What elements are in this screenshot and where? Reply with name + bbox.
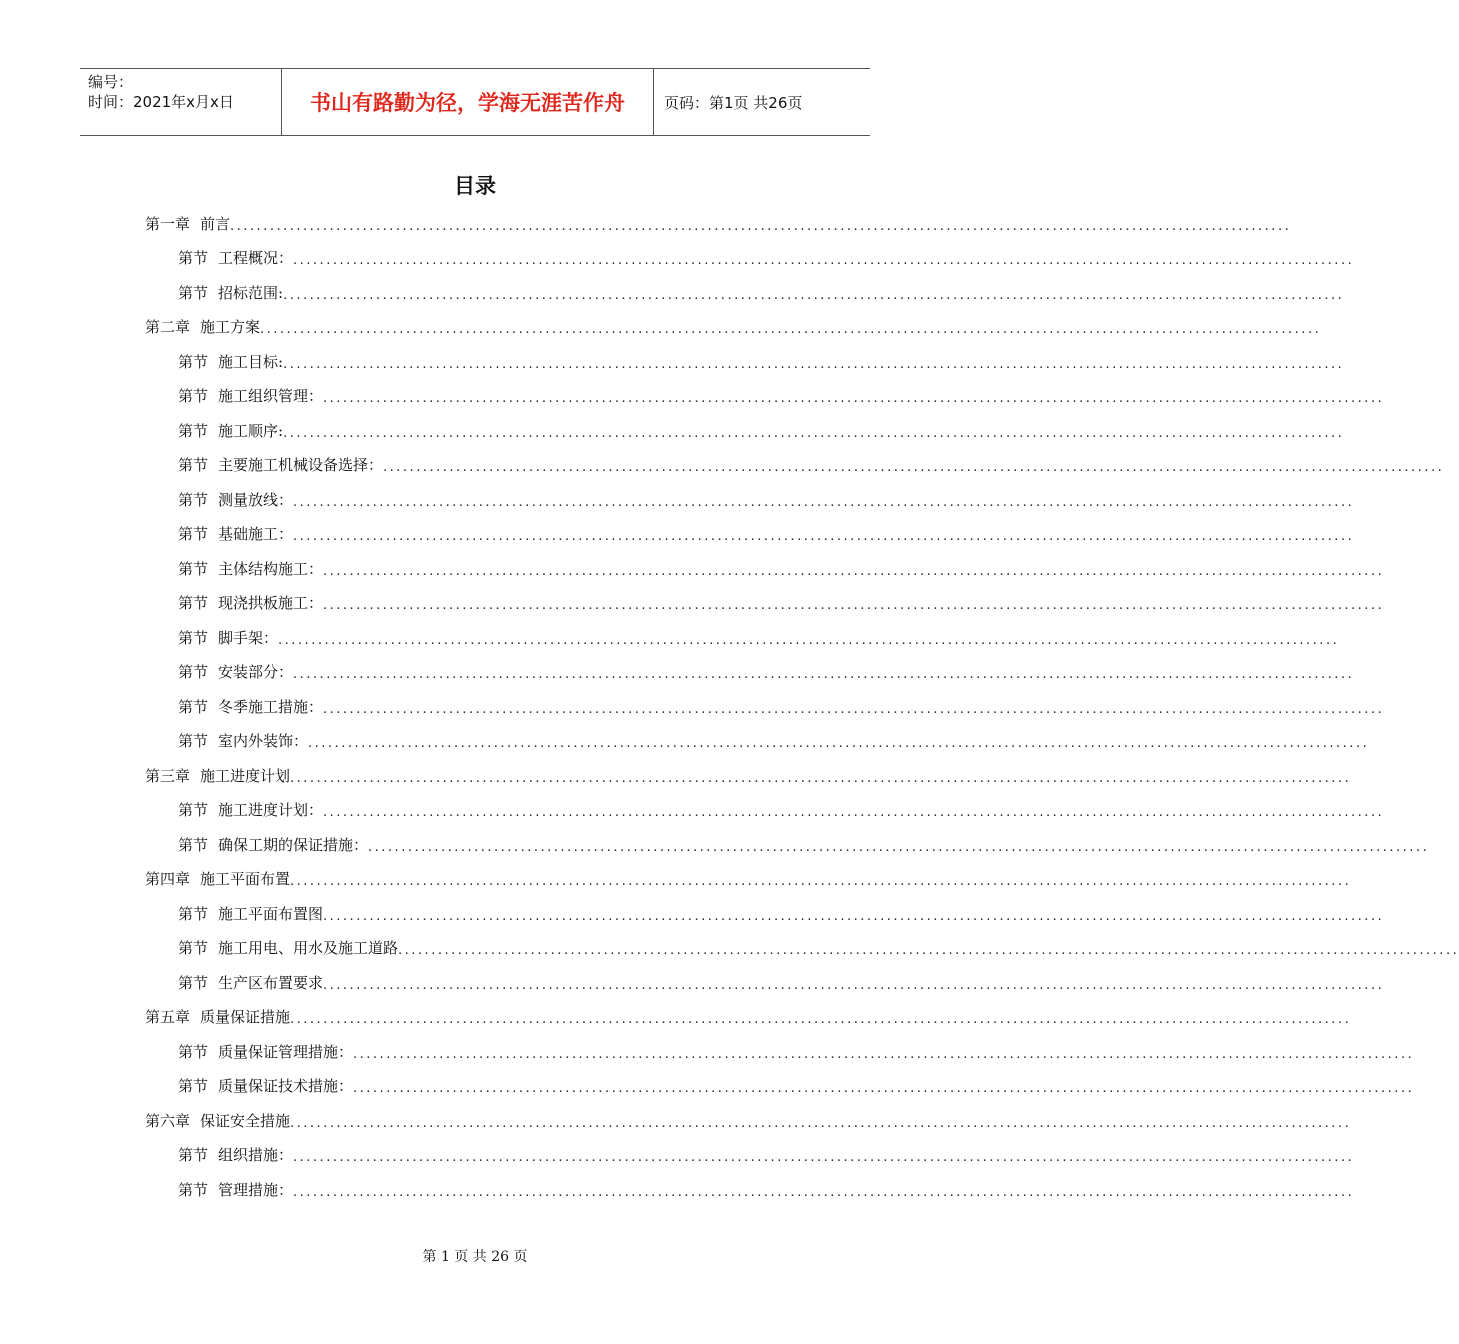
toc-entry-text: 施工进度计划： xyxy=(218,801,324,819)
toc-entry-prefix: 第节 xyxy=(178,490,209,509)
toc-entry-prefix: 第节 xyxy=(178,904,209,923)
toc-entry-prefix: 第节 xyxy=(178,835,209,854)
page-header xyxy=(80,68,870,136)
toc-section-entry[interactable] xyxy=(145,965,1385,1000)
toc-entry-text: 现浇拱板施工： xyxy=(218,594,324,612)
toc-entry-prefix: 第节 xyxy=(178,663,209,681)
toc-entry-text: 招标范围: xyxy=(218,283,284,302)
table-of-contents xyxy=(145,206,1459,1207)
toc-entry-text: 保证安全措施 xyxy=(200,1111,291,1130)
toc-entry-text: 管理措施： xyxy=(218,1180,294,1199)
toc-entry-label xyxy=(178,696,323,717)
toc-section-entry[interactable] xyxy=(145,896,1385,931)
toc-dot-leader: ................................................................................................................................................................ xyxy=(283,356,1345,372)
toc-chapter-entry[interactable] xyxy=(145,758,1352,793)
toc-entry-prefix: 第节 xyxy=(178,249,209,267)
toc-dot-leader: ................................................................................................................................................................ xyxy=(278,632,1340,648)
toc-dot-leader: ................................................................................................................................................................ xyxy=(230,218,1292,234)
toc-entry-label xyxy=(178,1041,353,1062)
toc-dot-leader: ................................................................................................................................................................ xyxy=(283,287,1345,303)
toc-entry-label xyxy=(178,489,293,510)
toc-entry-text: 施工平面布置 xyxy=(200,870,291,888)
toc-entry-prefix: 第节 xyxy=(178,939,209,957)
toc-dot-leader: ................................................................................................................................................................ xyxy=(323,977,1385,993)
toc-chapter-entry[interactable] xyxy=(145,862,1352,897)
toc-dot-leader: ................................................................................................................................................................ xyxy=(290,1115,1352,1131)
toc-section-entry[interactable] xyxy=(145,1172,1355,1207)
toc-section-entry[interactable] xyxy=(145,724,1370,759)
toc-entry-prefix: 第六章 xyxy=(145,1111,191,1130)
toc-dot-leader: ................................................................................................................................................................ xyxy=(260,322,1322,337)
toc-section-entry[interactable] xyxy=(145,517,1355,552)
toc-entry-prefix: 第节 xyxy=(178,387,209,405)
toc-entry-label xyxy=(178,523,293,544)
toc-entry-prefix: 第节 xyxy=(178,801,209,819)
toc-entry-label xyxy=(178,730,308,751)
toc-dot-leader: ................................................................................................................................................................ xyxy=(290,770,1352,786)
toc-entry-label xyxy=(178,903,323,924)
toc-section-entry[interactable] xyxy=(145,344,1345,379)
toc-entry-text: 施工方案 xyxy=(200,318,261,336)
toc-dot-leader: ................................................................................................................................................................ xyxy=(293,494,1355,510)
toc-chapter-entry[interactable] xyxy=(145,310,1322,345)
toc-entry-text: 施工平面布置图 xyxy=(218,904,324,923)
toc-entry-text: 基础施工： xyxy=(218,525,294,543)
toc-dot-leader: ................................................................................................................................................................ xyxy=(293,667,1355,682)
toc-entry-label xyxy=(178,351,283,372)
toc-entry-label xyxy=(178,834,368,855)
toc-dot-leader: ................................................................................................................................................................ xyxy=(323,805,1385,820)
toc-entry-label xyxy=(178,799,323,820)
toc-entry-label xyxy=(178,385,323,406)
toc-entry-prefix: 第节 xyxy=(178,732,209,750)
toc-entry-label xyxy=(178,282,283,303)
toc-title: 目录 xyxy=(454,174,496,198)
toc-entry-text: 质量保证管理措施： xyxy=(218,1042,354,1061)
toc-entry-label xyxy=(178,247,293,268)
toc-dot-leader: ................................................................................................................................................................ xyxy=(290,874,1352,889)
toc-entry-label xyxy=(178,1144,293,1165)
toc-entry-prefix: 第节 xyxy=(178,628,209,647)
toc-section-entry[interactable] xyxy=(145,241,1355,276)
toc-section-entry[interactable] xyxy=(145,1034,1415,1069)
header-motto: 书山有路勤为径，学海无涯苦作舟 xyxy=(282,69,654,135)
toc-entry-label xyxy=(178,592,323,613)
toc-section-entry[interactable] xyxy=(145,689,1385,724)
toc-dot-leader: ................................................................................................................................................................ xyxy=(308,736,1370,751)
toc-section-entry[interactable] xyxy=(145,448,1445,483)
toc-section-entry[interactable] xyxy=(145,931,1459,966)
toc-entry-text: 施工目标: xyxy=(218,352,284,371)
header-page-info: 页码：第1页 共26页 xyxy=(664,93,803,112)
toc-entry-label xyxy=(178,627,278,648)
toc-dot-leader: ................................................................................................................................................................ xyxy=(293,529,1355,544)
toc-entry-label xyxy=(178,972,323,993)
toc-dot-leader: ................................................................................................................................................................ xyxy=(323,701,1385,717)
toc-dot-leader: ................................................................................................................................................................ xyxy=(283,425,1345,441)
toc-dot-leader: ................................................................................................................................................................ xyxy=(353,1081,1415,1096)
toc-chapter-entry[interactable] xyxy=(145,1103,1352,1138)
toc-entry-label xyxy=(145,765,290,786)
toc-entry-text: 质量保证技术措施： xyxy=(218,1077,354,1095)
toc-entry-prefix: 第节 xyxy=(178,1146,209,1164)
toc-section-entry[interactable] xyxy=(145,482,1355,517)
toc-chapter-entry[interactable] xyxy=(145,206,1292,241)
toc-entry-label xyxy=(145,213,230,234)
toc-section-entry[interactable] xyxy=(145,413,1345,448)
toc-section-entry[interactable] xyxy=(145,551,1385,586)
toc-entry-text: 生产区布置要求 xyxy=(218,973,324,992)
toc-dot-leader: ................................................................................................................................................................ xyxy=(293,1150,1355,1165)
toc-entry-text: 施工顺序: xyxy=(218,421,284,440)
toc-entry-text: 施工进度计划 xyxy=(200,766,291,785)
toc-entry-prefix: 第节 xyxy=(178,456,209,474)
toc-entry-text: 主体结构施工： xyxy=(218,559,324,578)
toc-section-entry[interactable] xyxy=(145,1069,1415,1104)
toc-entry-label xyxy=(145,1006,290,1027)
toc-entry-prefix: 第节 xyxy=(178,1077,209,1095)
toc-entry-text: 测量放线： xyxy=(218,490,294,509)
toc-entry-text: 施工组织管理： xyxy=(218,387,324,405)
toc-section-entry[interactable] xyxy=(145,827,1430,862)
toc-entry-text: 安装部分： xyxy=(218,663,294,681)
toc-section-entry[interactable] xyxy=(145,1138,1355,1173)
toc-entry-label xyxy=(178,420,283,441)
toc-section-entry[interactable] xyxy=(145,793,1385,828)
toc-entry-text: 冬季施工措施： xyxy=(218,697,324,716)
header-meta xyxy=(80,69,282,135)
toc-entry-label xyxy=(145,1110,290,1131)
toc-entry-prefix: 第节 xyxy=(178,421,209,440)
toc-entry-text: 室内外装饰： xyxy=(218,732,309,750)
toc-entry-prefix: 第节 xyxy=(178,525,209,543)
toc-entry-label xyxy=(178,1179,293,1200)
toc-section-entry[interactable] xyxy=(145,620,1340,655)
toc-entry-prefix: 第节 xyxy=(178,283,209,302)
toc-dot-leader: ................................................................................................................................................................ xyxy=(383,460,1445,475)
toc-entry-text: 施工用电、用水及施工道路 xyxy=(218,939,399,957)
toc-chapter-entry[interactable] xyxy=(145,1000,1352,1035)
toc-entry-label xyxy=(178,558,323,579)
toc-dot-leader: ................................................................................................................................................................ xyxy=(398,943,1459,958)
toc-entry-prefix: 第节 xyxy=(178,559,209,578)
toc-dot-leader: ................................................................................................................................................................ xyxy=(368,839,1430,855)
page-footer: 第 1 页 共 26 页 xyxy=(422,1249,528,1265)
toc-entry-label xyxy=(178,454,383,475)
toc-entry-text: 脚手架： xyxy=(218,628,279,647)
toc-dot-leader: ................................................................................................................................................................ xyxy=(290,1012,1352,1027)
toc-entry-text: 确保工期的保证措施： xyxy=(218,835,369,854)
toc-section-entry[interactable] xyxy=(145,275,1345,310)
toc-entry-prefix: 第节 xyxy=(178,973,209,992)
toc-dot-leader: ................................................................................................................................................................ xyxy=(293,1184,1355,1200)
toc-entry-prefix: 第节 xyxy=(178,1180,209,1199)
toc-entry-prefix: 第三章 xyxy=(145,766,191,785)
toc-entry-prefix: 第五章 xyxy=(145,1008,191,1026)
toc-entry-prefix: 第节 xyxy=(178,352,209,371)
toc-entry-prefix: 第一章 xyxy=(145,214,191,233)
toc-dot-leader: ................................................................................................................................................................ xyxy=(353,1046,1415,1062)
toc-dot-leader: ................................................................................................................................................................ xyxy=(323,908,1385,924)
toc-entry-prefix: 第节 xyxy=(178,1042,209,1061)
toc-entry-prefix: 第节 xyxy=(178,697,209,716)
document-time: 时间：2021年x月x日 xyxy=(88,93,234,111)
toc-section-entry[interactable] xyxy=(145,655,1355,690)
toc-dot-leader: ................................................................................................................................................................ xyxy=(323,391,1385,406)
toc-entry-prefix: 第节 xyxy=(178,594,209,612)
toc-section-entry[interactable] xyxy=(145,586,1385,621)
toc-dot-leader: ................................................................................................................................................................ xyxy=(323,563,1385,579)
toc-entry-label xyxy=(178,1075,353,1096)
toc-entry-label xyxy=(178,661,293,682)
toc-section-entry[interactable] xyxy=(145,379,1385,414)
toc-dot-leader: ................................................................................................................................................................ xyxy=(293,253,1355,268)
toc-entry-text: 前言 xyxy=(200,214,231,233)
toc-entry-label xyxy=(145,868,290,889)
document-number-label: 编号： xyxy=(88,73,134,91)
toc-entry-text: 工程概况： xyxy=(218,249,294,267)
toc-entry-prefix: 第四章 xyxy=(145,870,191,888)
toc-entry-text: 主要施工机械设备选择： xyxy=(218,456,384,474)
toc-dot-leader: ................................................................................................................................................................ xyxy=(323,598,1385,613)
toc-entry-label xyxy=(178,937,398,958)
toc-entry-label xyxy=(145,316,260,337)
toc-entry-text: 组织措施： xyxy=(218,1146,294,1164)
toc-entry-prefix: 第二章 xyxy=(145,318,191,336)
toc-entry-text: 质量保证措施 xyxy=(200,1008,291,1026)
